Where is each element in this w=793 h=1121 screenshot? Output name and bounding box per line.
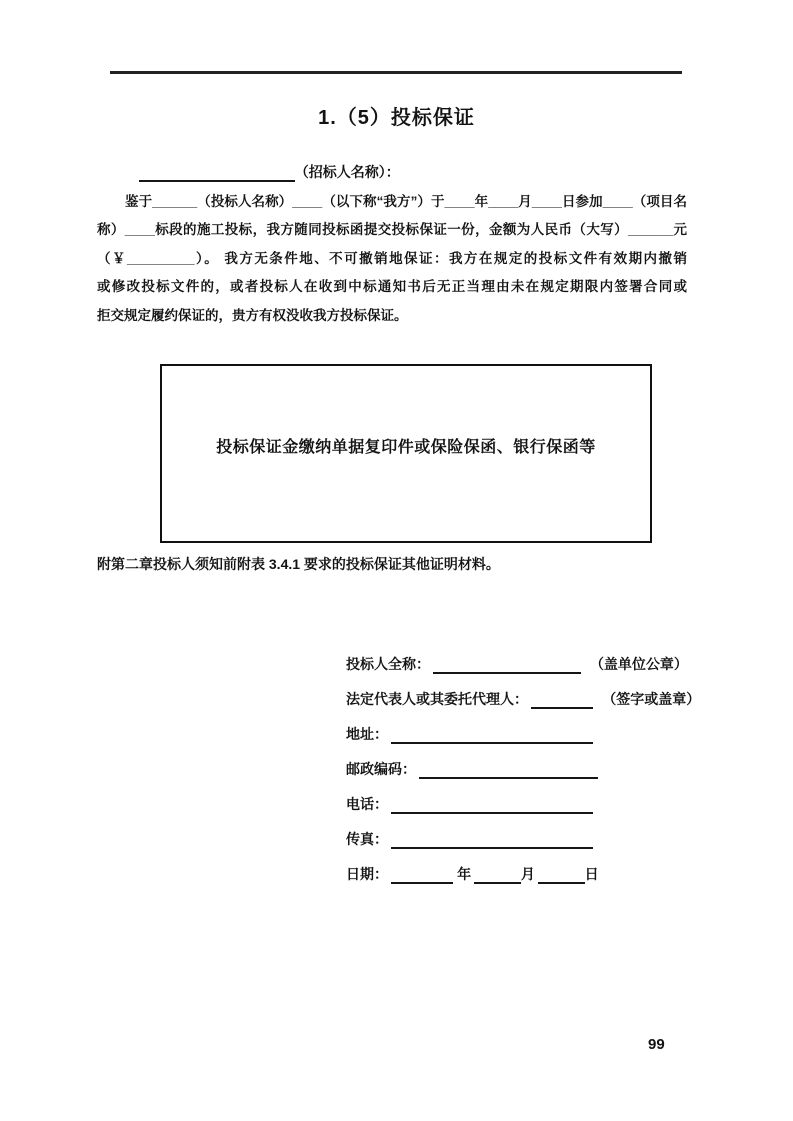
signature-label: 地址：	[346, 726, 388, 742]
signature-label: 日	[584, 866, 599, 882]
signature-label: 邮政编码：	[346, 761, 416, 777]
signature-label: 日期：	[346, 866, 388, 882]
signature-row	[346, 822, 700, 857]
signature-label: 传真：	[346, 831, 388, 847]
body-paragraph-line: 鉴于______（投标人名称）____（以下称“我方”）于____年____月____日参加____（项目名	[125, 194, 687, 209]
signature-row	[346, 717, 700, 752]
attachment-box	[160, 364, 652, 543]
signature-row	[346, 647, 700, 682]
body-paragraph-line: （￥_________）。 我方无条件地、不可撤销地保证：我方在规定的投标文件有效期内撤销	[97, 250, 687, 266]
signature-block	[346, 647, 700, 892]
signature-row	[346, 857, 700, 892]
signature-blank	[391, 866, 453, 884]
signature-blank	[531, 691, 593, 709]
signature-blank	[538, 866, 585, 884]
header-rule	[110, 71, 682, 74]
addressee-blank	[139, 164, 295, 182]
signature-row	[346, 682, 700, 717]
signature-blank	[391, 796, 593, 814]
signature-label: 电话：	[346, 796, 388, 812]
signature-blank	[433, 656, 581, 674]
page-number: 99	[648, 1036, 665, 1053]
signature-label: 月	[520, 866, 535, 882]
body-paragraph-line: 称）____标段的施工投标，我方随同投标函提交投标保证一份，金额为人民币（大写）______元	[97, 222, 687, 238]
signature-blank	[391, 726, 593, 744]
document-title: 1.（5）投标保证	[318, 107, 475, 129]
signature-row	[346, 752, 700, 787]
addressee-line	[97, 160, 400, 184]
signature-note: （签字或盖章）	[602, 691, 701, 707]
signature-note: （盖单位公章）	[589, 656, 688, 672]
signature-blank	[419, 761, 598, 779]
body-paragraph	[97, 188, 687, 330]
signature-label: 年	[453, 866, 472, 882]
signature-blank	[391, 831, 593, 849]
signature-row	[346, 787, 700, 822]
body-paragraph-line: 或修改投标文件的，或者投标人在收到中标通知书后无正当理由未在规定期限内签署合同或	[97, 279, 687, 295]
attachment-box-text: 投标保证金缴纳单据复印件或保险保函、银行保函等	[216, 439, 596, 456]
signature-label: 投标人全称：	[346, 656, 430, 672]
signature-label: 法定代表人或其委托代理人：	[346, 691, 528, 707]
attachment-note: 附第二章投标人须知前附表 3.4.1 要求的投标保证其他证明材料。	[97, 556, 500, 572]
signature-blank	[474, 866, 521, 884]
addressee-label: （招标人名称）：	[294, 164, 400, 180]
body-paragraph-line: 拒交规定履约保证的，贵方有权没收我方投标保证。	[97, 307, 408, 323]
